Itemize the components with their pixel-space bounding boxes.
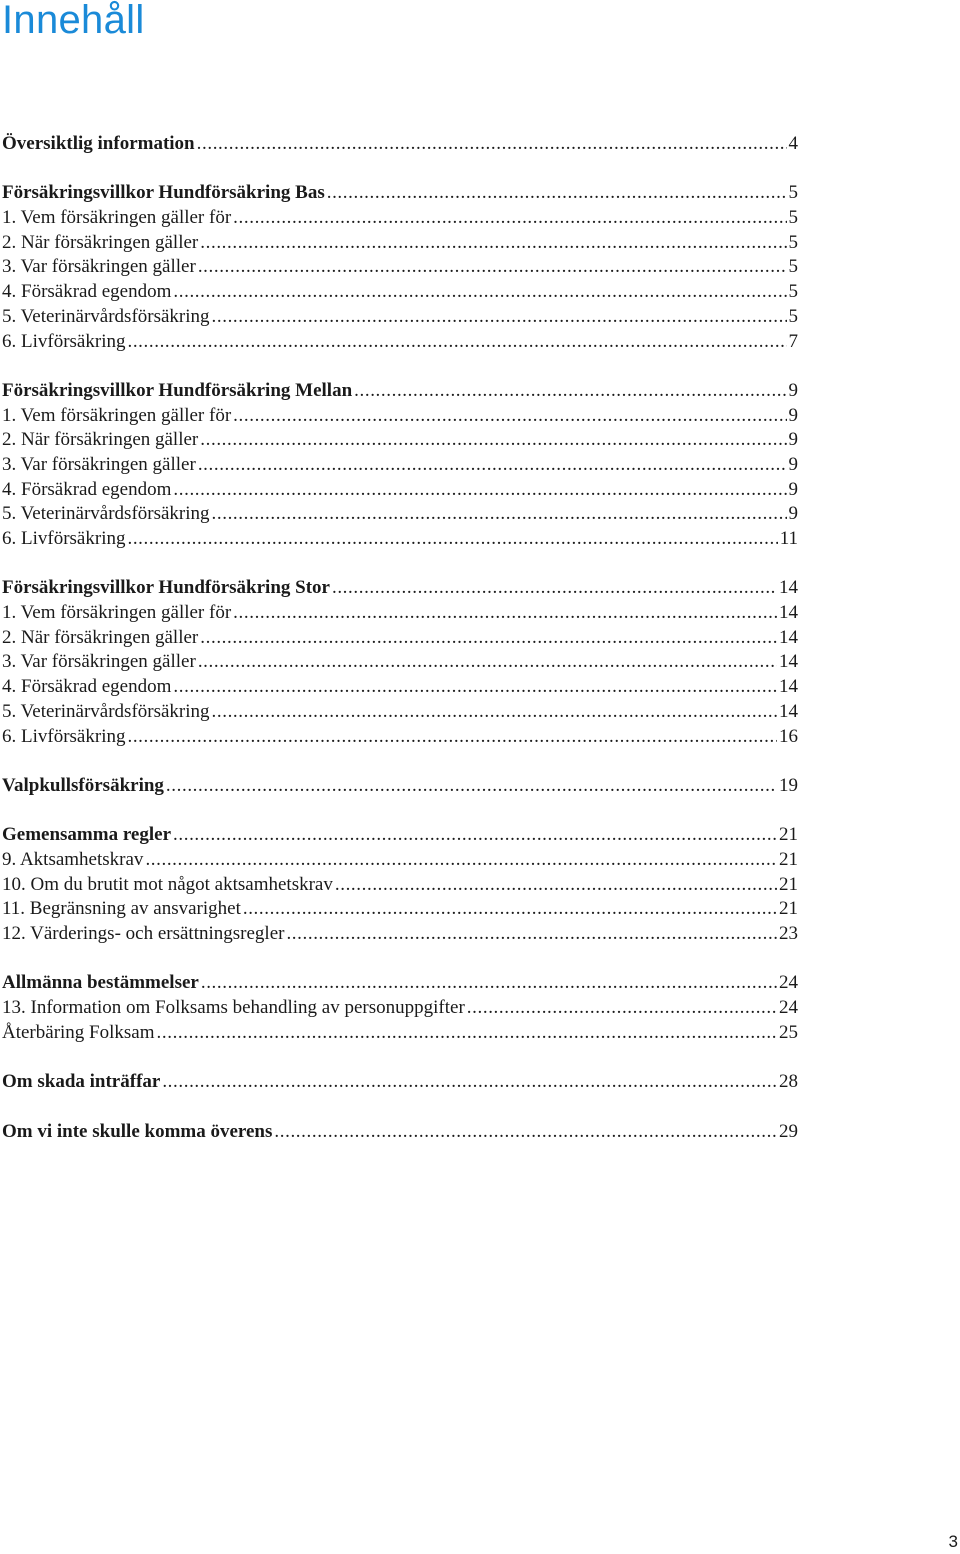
toc-heading-entry[interactable] (2, 823, 798, 848)
toc-entry[interactable] (2, 626, 798, 651)
toc-entry-page: 5 (788, 207, 798, 229)
toc-entry[interactable] (2, 601, 798, 626)
dot-leader (335, 873, 777, 898)
toc-entry-label: Försäkringsvillkor Hundförsäkring Bas (2, 182, 325, 204)
toc-entry-label: Om vi inte skulle komma överens (2, 1120, 273, 1142)
toc-entry-label: 4. Försäkrad egendom (2, 281, 172, 303)
toc-entry-label: 11. Begränsning av ansvarighet (2, 898, 241, 920)
toc-entry-page: 9 (788, 429, 798, 451)
toc-entry-label: 12. Värderings- och ersättningsregler (2, 923, 285, 944)
toc-entry[interactable] (2, 527, 798, 552)
dot-leader (243, 897, 777, 922)
toc-entry-page: 29 (779, 1120, 798, 1142)
toc-entry[interactable] (2, 280, 798, 305)
dot-leader (127, 527, 777, 552)
toc-entry-page: 5 (788, 256, 798, 278)
toc-entry-label: 6. Livförsäkring (2, 528, 126, 549)
toc-entry-label: Försäkringsvillkor Hundförsäkring Mellan (2, 379, 353, 401)
table-of-contents (2, 132, 798, 1169)
toc-entry-label: 5. Veterinärvårdsförsäkring (2, 503, 210, 525)
toc-entry[interactable] (2, 848, 798, 873)
toc-entry-page: 21 (779, 873, 798, 895)
toc-entry-page: 5 (788, 281, 798, 303)
page-number: 3 (948, 1532, 958, 1551)
toc-entry[interactable] (2, 453, 798, 478)
toc-entry[interactable] (2, 996, 798, 1021)
toc-entry-label: 10. Om du brutit mot något aktsamhetskrav (2, 873, 333, 895)
dot-leader (467, 996, 777, 1021)
toc-entry-page: 14 (779, 577, 798, 599)
toc-entry[interactable] (2, 404, 798, 429)
toc-entry-page: 5 (788, 231, 798, 253)
dot-leader (233, 206, 786, 231)
toc-group (2, 379, 798, 552)
toc-entry-label: Försäkringsvillkor Hundförsäkring Stor (2, 577, 330, 599)
toc-group (2, 181, 798, 354)
toc-entry-label: 4. Försäkrad egendom (2, 676, 172, 698)
dot-leader (198, 453, 787, 478)
toc-entry-page: 21 (779, 848, 798, 870)
toc-entry[interactable] (2, 922, 798, 947)
dot-leader (198, 255, 787, 280)
toc-entry-label: 3. Var försäkringen gäller (2, 256, 196, 278)
toc-entry-label: Gemensamma regler (2, 824, 172, 846)
toc-entry-page: 21 (779, 824, 798, 846)
toc-entry-page: 5 (788, 305, 798, 327)
toc-entry-page: 14 (779, 676, 798, 698)
toc-entry-page: 9 (788, 453, 798, 475)
toc-entry-page: 14 (779, 651, 798, 673)
dot-leader (286, 922, 777, 947)
toc-group (2, 774, 798, 799)
toc-heading-entry[interactable] (2, 971, 798, 996)
dot-leader (197, 132, 787, 157)
toc-entry[interactable] (2, 206, 798, 231)
toc-entry-page: 28 (779, 1071, 798, 1093)
toc-entry-label: Valpkullsförsäkring (2, 774, 164, 796)
toc-group (2, 576, 798, 749)
dot-leader (212, 502, 787, 527)
toc-entry-page: 7 (788, 330, 798, 352)
toc-entry-page: 14 (779, 602, 798, 624)
dot-leader (173, 280, 786, 305)
toc-entry[interactable] (2, 650, 798, 675)
toc-entry[interactable] (2, 1021, 798, 1046)
toc-entry[interactable] (2, 231, 798, 256)
dot-leader (145, 848, 777, 873)
toc-entry-label: 1. Vem försäkringen gäller för (2, 207, 232, 229)
toc-entry-page: 19 (779, 774, 798, 796)
toc-entry-label: 2. När försäkringen gäller (2, 429, 199, 451)
toc-entry-label: 5. Veterinärvårdsförsäkring (2, 700, 210, 722)
dot-leader (354, 379, 786, 404)
toc-heading-entry[interactable] (2, 1120, 798, 1145)
dot-leader (274, 1120, 777, 1145)
toc-entry-label: 2. När försäkringen gäller (2, 231, 199, 253)
toc-entry-label: 2. När försäkringen gäller (2, 626, 199, 648)
toc-entry-label: Om skada inträffar (2, 1071, 161, 1093)
toc-group (2, 1070, 798, 1095)
dot-leader (233, 404, 786, 429)
dot-leader (200, 428, 786, 453)
dot-leader (200, 231, 786, 256)
toc-entry[interactable] (2, 330, 798, 355)
toc-entry-page: 14 (779, 700, 798, 722)
toc-entry-label: Översiktlig information (2, 133, 195, 154)
dot-leader (201, 971, 777, 996)
toc-entry-label: Allmänna bestämmelser (2, 972, 199, 994)
toc-group (2, 971, 798, 1045)
toc-heading-entry[interactable] (2, 132, 798, 157)
toc-entry[interactable] (2, 700, 798, 725)
toc-entry-page: 4 (788, 133, 798, 154)
toc-entry-label: 9. Aktsamhetskrav (2, 848, 144, 870)
toc-entry-page: 24 (779, 972, 798, 994)
dot-leader (173, 675, 777, 700)
dot-leader (166, 774, 777, 799)
toc-group (2, 823, 798, 946)
toc-heading-entry[interactable] (2, 774, 798, 799)
toc-entry[interactable] (2, 478, 798, 503)
toc-entry-label: 1. Vem försäkringen gäller för (2, 602, 232, 624)
toc-entry-page: 21 (779, 898, 798, 920)
dot-leader (327, 181, 787, 206)
dot-leader (233, 601, 777, 626)
dot-leader (127, 330, 786, 355)
page-title: Innehåll (2, 0, 145, 42)
dot-leader (212, 305, 787, 330)
toc-group (2, 1120, 798, 1145)
toc-heading-entry[interactable] (2, 1070, 798, 1095)
dot-leader (200, 626, 777, 651)
dot-leader (332, 576, 777, 601)
toc-entry-page: 11 (779, 528, 798, 549)
toc-entry-page: 9 (788, 503, 798, 525)
toc-entry[interactable] (2, 428, 798, 453)
dot-leader (162, 1070, 777, 1095)
toc-entry-label: 3. Var försäkringen gäller (2, 651, 196, 673)
toc-entry[interactable] (2, 897, 798, 922)
toc-entry[interactable] (2, 305, 798, 330)
dot-leader (173, 823, 777, 848)
toc-entry[interactable] (2, 675, 798, 700)
toc-entry[interactable] (2, 255, 798, 280)
toc-entry-label: 6. Livförsäkring (2, 725, 126, 747)
toc-entry-label: 4. Försäkrad egendom (2, 478, 172, 500)
toc-heading-entry[interactable] (2, 379, 798, 404)
dot-leader (127, 725, 777, 750)
dot-leader (157, 1021, 777, 1046)
toc-entry[interactable] (2, 873, 798, 898)
toc-entry-label: 5. Veterinärvårdsförsäkring (2, 305, 210, 327)
toc-entry-page: 5 (788, 182, 798, 204)
toc-entry-page: 14 (779, 626, 798, 648)
toc-entry[interactable] (2, 502, 798, 527)
toc-entry-page: 9 (788, 478, 798, 500)
toc-entry-label: 3. Var försäkringen gäller (2, 453, 196, 475)
toc-entry-label: 13. Information om Folksams behandling av personuppgifter (2, 997, 465, 1019)
toc-entry-page: 16 (779, 725, 798, 747)
toc-entry-label: 1. Vem försäkringen gäller för (2, 404, 232, 426)
dot-leader (198, 650, 777, 675)
dot-leader (173, 478, 786, 503)
toc-entry-page: 23 (779, 923, 798, 944)
toc-entry-label: 6. Livförsäkring (2, 330, 126, 352)
toc-entry-page: 9 (788, 404, 798, 426)
toc-entry-page: 25 (779, 1021, 798, 1043)
dot-leader (212, 700, 777, 725)
toc-entry-page: 9 (788, 379, 798, 401)
toc-heading-entry[interactable] (2, 576, 798, 601)
toc-group (2, 132, 798, 157)
toc-entry[interactable] (2, 725, 798, 750)
toc-heading-entry[interactable] (2, 181, 798, 206)
toc-entry-page: 24 (779, 997, 798, 1019)
toc-entry-label: Återbäring Folksam (2, 1021, 155, 1043)
